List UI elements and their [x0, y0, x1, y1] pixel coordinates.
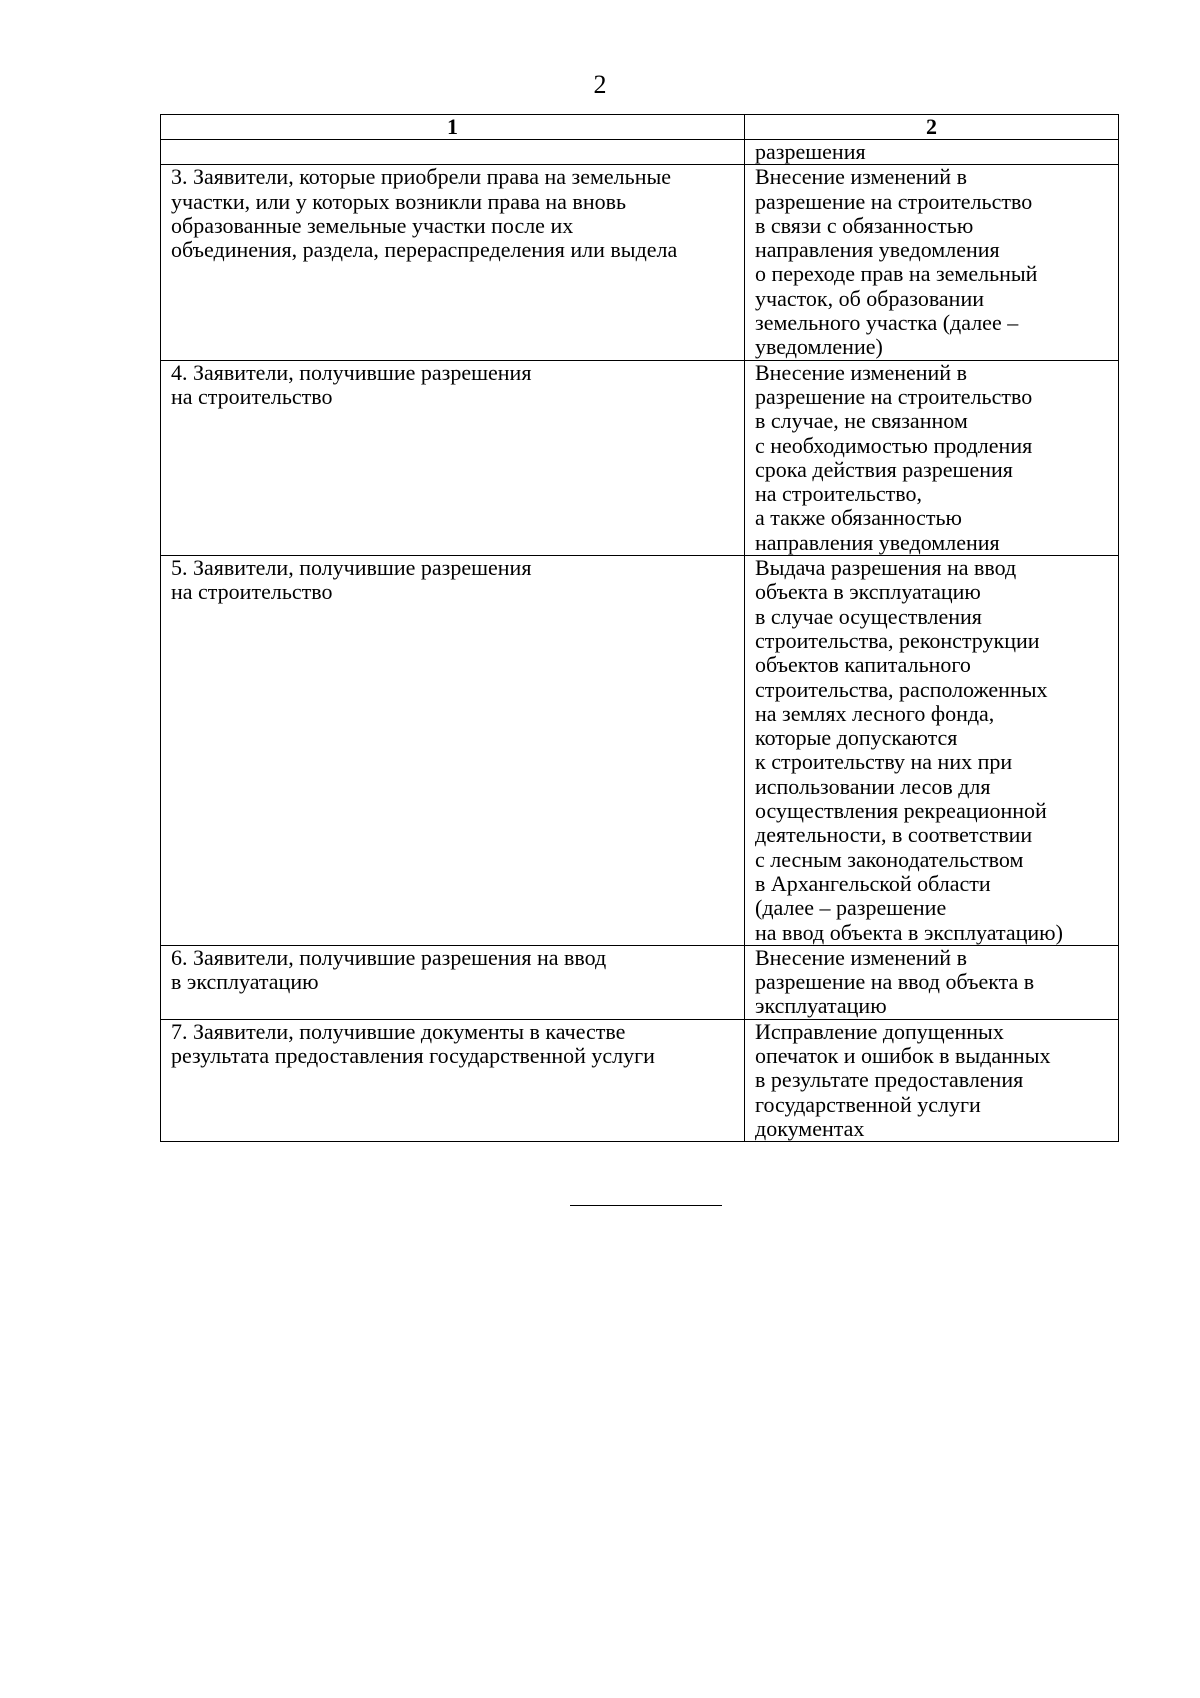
applicant-cell: 6. Заявители, получившие разрешения на ввод в эксплуатацию: [161, 945, 745, 1019]
end-of-document-rule: [570, 1205, 722, 1206]
table-row: [161, 360, 1119, 555]
table-row: [161, 165, 1119, 360]
applicant-cell: [161, 140, 745, 165]
service-cell: Внесение изменений в разрешение на строительство в случае, не связанном с необходимостью продления срока действия разрешения на строительство, а также обязанностью направления уведомления: [745, 360, 1119, 555]
service-cell: Внесение изменений в разрешение на строительство в связи с обязанностью направления уведомления о переходе прав на земельный участок, об образовании земельного участка (далее – уведомление): [745, 165, 1119, 360]
table-row: [161, 140, 1119, 165]
table-row: [161, 556, 1119, 946]
table-row: [161, 945, 1119, 1019]
table-row: [161, 1019, 1119, 1141]
applicant-cell: 4. Заявители, получившие разрешения на строительство: [161, 360, 745, 555]
table-header-row: [161, 115, 1119, 140]
service-cell: Исправление допущенных опечаток и ошибок в выданных в результате предоставления государственной услуги документах: [745, 1019, 1119, 1141]
applicants-table: [160, 114, 1119, 1142]
column-header-1: 1: [161, 115, 745, 140]
service-cell: Внесение изменений в разрешение на ввод объекта в эксплуатацию: [745, 945, 1119, 1019]
applicant-cell: 7. Заявители, получившие документы в качестве результата предоставления государственной услуги: [161, 1019, 745, 1141]
page-number: 2: [593, 70, 607, 99]
column-header-2: 2: [745, 115, 1119, 140]
service-cell: разрешения: [745, 140, 1119, 165]
applicant-cell: 5. Заявители, получившие разрешения на строительство: [161, 556, 745, 946]
applicant-cell: 3. Заявители, которые приобрели права на земельные участки, или у которых возникли права на вновь образованные земельные участки после их объединения, раздела, перераспределения или выдела: [161, 165, 745, 360]
service-cell: Выдача разрешения на ввод объекта в эксплуатацию в случае осуществления строительства, реконструкции объектов капитального строительства, расположенных на землях лесного фонда, которые допускаются к строительству на них при использовании лесов для осуществления рекреационной деятельности, в соответствии с лесным законодательством в Архангельской области (далее – разрешение на ввод объекта в эксплуатацию): [745, 556, 1119, 946]
